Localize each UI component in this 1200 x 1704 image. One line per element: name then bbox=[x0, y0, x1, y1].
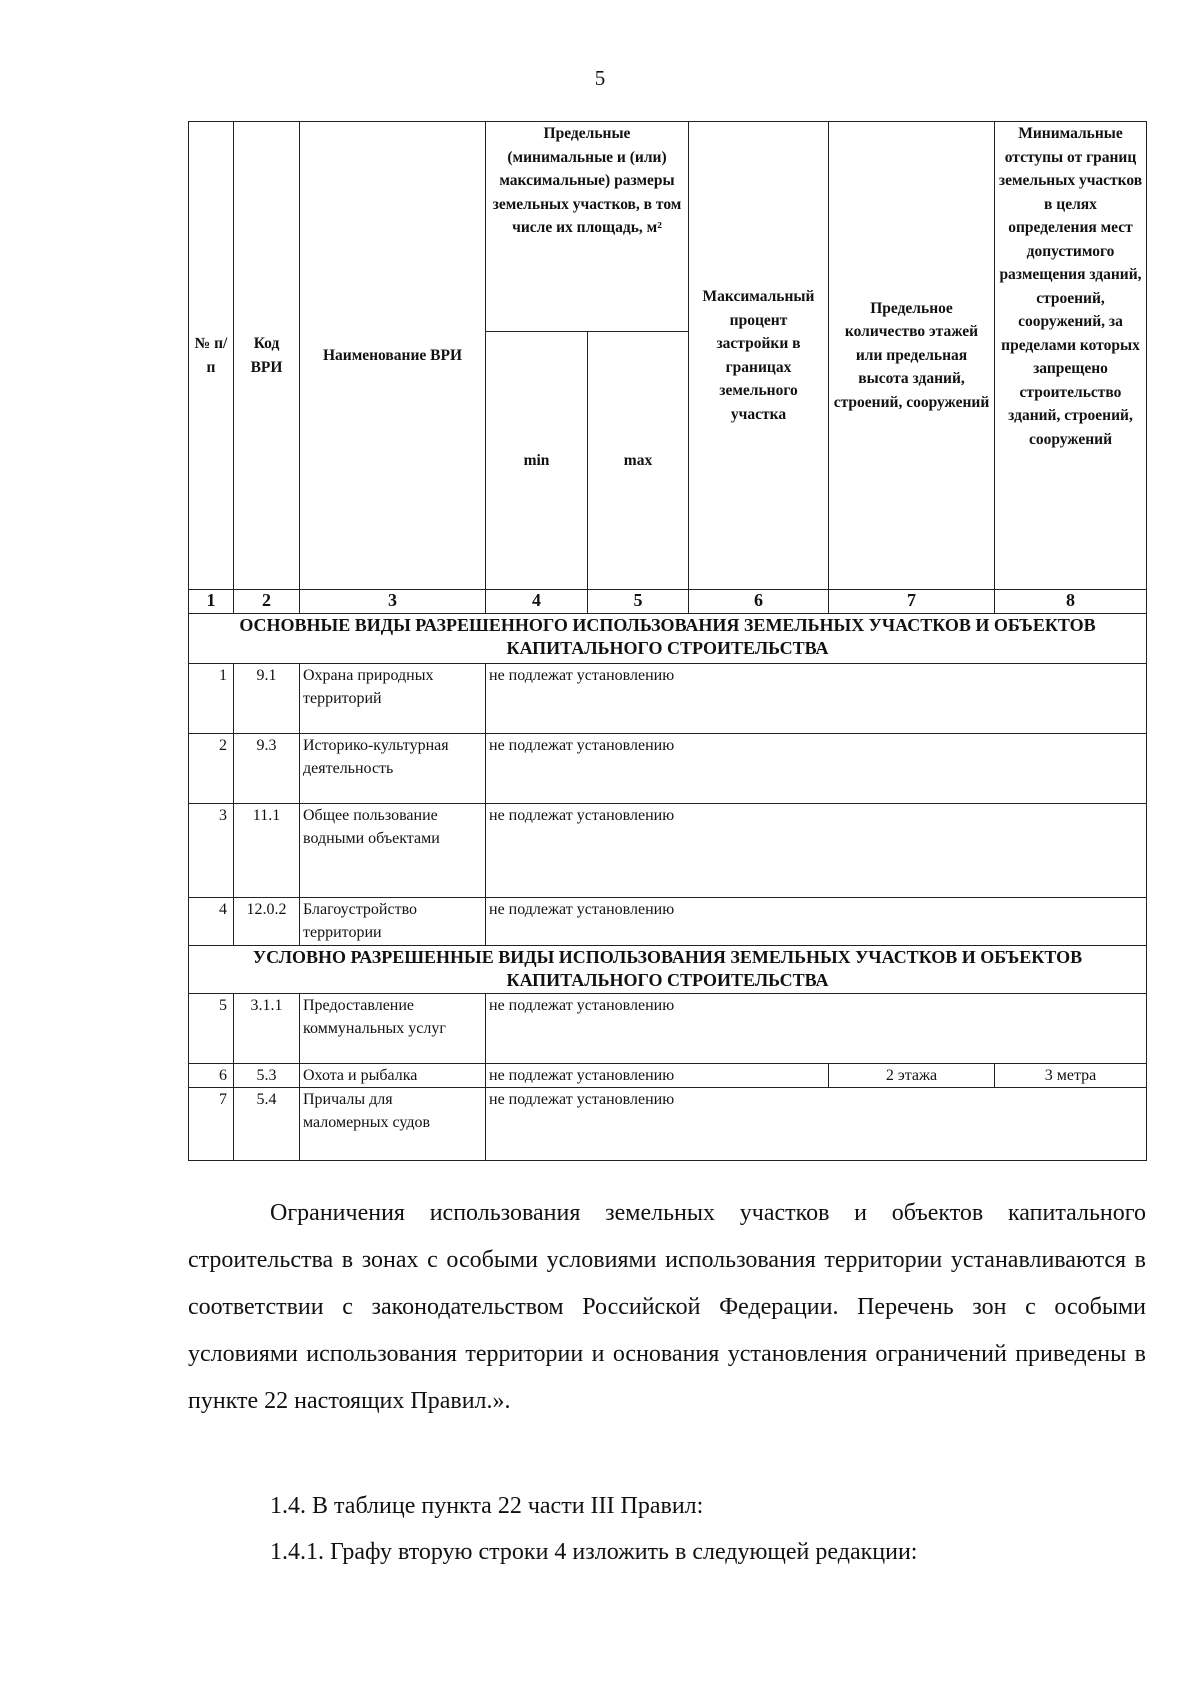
row-name: Охота и рыбалка bbox=[300, 1064, 486, 1088]
row-number: 6 bbox=[189, 1064, 234, 1088]
row-number: 7 bbox=[189, 1088, 234, 1161]
header-max: max bbox=[588, 332, 689, 590]
row-setback: 3 метра bbox=[995, 1064, 1147, 1088]
row-code: 9.3 bbox=[234, 734, 300, 804]
header-min: min bbox=[486, 332, 588, 590]
row-name: Общее пользование водными объектами bbox=[300, 804, 486, 898]
table-row bbox=[189, 664, 1147, 734]
column-number: 7 bbox=[829, 590, 995, 614]
column-number: 4 bbox=[486, 590, 588, 614]
column-number: 3 bbox=[300, 590, 486, 614]
header-name: Наименование ВРИ bbox=[300, 122, 486, 590]
row-value: не подлежат установлению bbox=[486, 898, 1147, 946]
table-row bbox=[189, 1064, 1147, 1088]
row-value: не подлежат установлению bbox=[486, 804, 1147, 898]
row-code: 11.1 bbox=[234, 804, 300, 898]
row-number: 3 bbox=[189, 804, 234, 898]
row-name: Благоустройство территории bbox=[300, 898, 486, 946]
column-number-row bbox=[189, 590, 1147, 614]
row-name: Предоставление коммунальных услуг bbox=[300, 994, 486, 1064]
table-row bbox=[189, 898, 1147, 946]
row-name: Историко-культурная деятельность bbox=[300, 734, 486, 804]
row-code: 5.3 bbox=[234, 1064, 300, 1088]
row-name: Причалы для маломерных судов bbox=[300, 1088, 486, 1161]
row-code: 5.4 bbox=[234, 1088, 300, 1161]
section-main-heading: ОСНОВНЫЕ ВИДЫ РАЗРЕШЕННОГО ИСПОЛЬЗОВАНИЯ ЗЕМЕЛЬНЫХ УЧАСТКОВ И ОБЪЕКТОВ КАПИТАЛЬНОГО СТРОИТЕЛЬСТВА bbox=[189, 614, 1147, 664]
table-row bbox=[189, 1088, 1147, 1161]
section-conditional-heading: УСЛОВНО РАЗРЕШЕННЫЕ ВИДЫ ИСПОЛЬЗОВАНИЯ ЗЕМЕЛЬНЫХ УЧАСТКОВ И ОБЪЕКТОВ КАПИТАЛЬНОГО СТРОИТЕЛЬСТВА bbox=[189, 946, 1147, 994]
header-floors: Предельное количество этажей или предельная высота зданий, строений, сооружений bbox=[829, 122, 995, 590]
item-1-4: 1.4. В таблице пункта 22 части III Правил: bbox=[270, 1493, 704, 1519]
header-plot-size: Предельные (минимальные и (или) максимальные) размеры земельных участков, в том числе их площадь, м² bbox=[486, 122, 689, 332]
row-code: 12.0.2 bbox=[234, 898, 300, 946]
row-code: 3.1.1 bbox=[234, 994, 300, 1064]
row-value: не подлежат установлению bbox=[486, 1064, 829, 1088]
restrictions-paragraph bbox=[188, 1190, 1146, 1425]
table-row bbox=[189, 804, 1147, 898]
column-number: 2 bbox=[234, 590, 300, 614]
row-number: 1 bbox=[189, 664, 234, 734]
row-number: 5 bbox=[189, 994, 234, 1064]
row-value: не подлежат установлению bbox=[486, 1088, 1147, 1161]
header-max-percent: Максимальный процент застройки в границах земельного участка bbox=[689, 122, 829, 590]
column-number: 5 bbox=[588, 590, 689, 614]
table-row bbox=[189, 734, 1147, 804]
column-number: 8 bbox=[995, 590, 1147, 614]
row-name: Охрана природных территорий bbox=[300, 664, 486, 734]
item-1-4-1: 1.4.1. Графу вторую строки 4 изложить в следующей редакции: bbox=[270, 1539, 918, 1565]
column-number: 6 bbox=[689, 590, 829, 614]
row-value: не подлежат установлению bbox=[486, 664, 1147, 734]
row-floors: 2 этажа bbox=[829, 1064, 995, 1088]
page-number: 5 bbox=[594, 66, 606, 90]
header-setbacks: Минимальные отступы от границ земельных участков в целях определения мест допустимого размещения зданий, строений, сооружений, за пределами которых запрещено строительство зданий, строений, сооружений bbox=[995, 122, 1147, 590]
amendments-block bbox=[188, 1483, 1146, 1575]
row-number: 2 bbox=[189, 734, 234, 804]
land-use-table bbox=[188, 121, 1147, 1161]
table-row bbox=[189, 994, 1147, 1064]
column-number: 1 bbox=[189, 590, 234, 614]
row-value: не подлежат установлению bbox=[486, 734, 1147, 804]
row-code: 9.1 bbox=[234, 664, 300, 734]
header-num: № п/ п bbox=[189, 122, 234, 590]
row-value: не подлежат установлению bbox=[486, 994, 1147, 1064]
header-code: Код ВРИ bbox=[234, 122, 300, 590]
row-number: 4 bbox=[189, 898, 234, 946]
restrictions-text: Ограничения использования земельных участков и объектов капитального строительства в зонах с особыми условиями использования территории устанавливаются в соответствии с законодательством Российской Федерации. Перечень зон с особыми условиями использования территории и основания установления ограничений приведены в пункте 22 настоящих Правил.». bbox=[188, 1200, 1146, 1414]
